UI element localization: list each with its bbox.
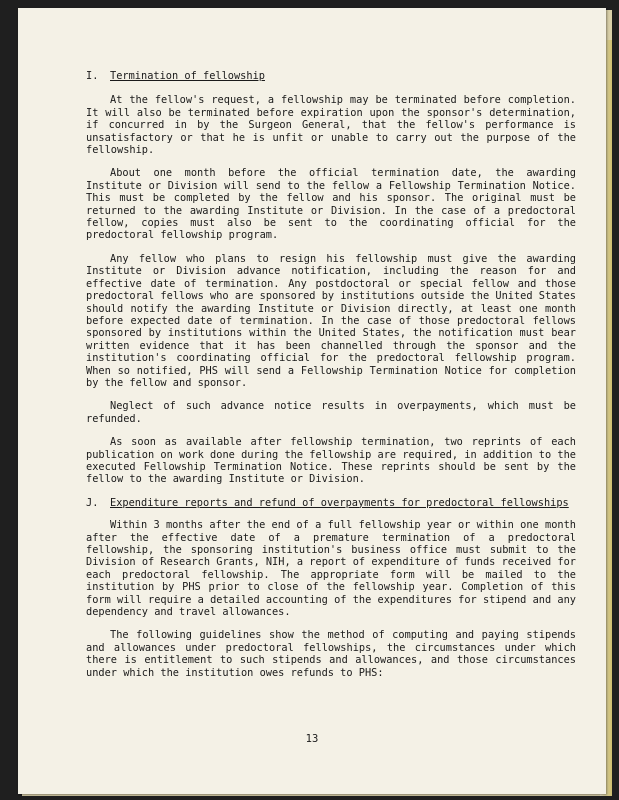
section-i-paragraph-3: Any fellow who plans to resign his fellowship must give the awarding Institute or Division advance notification, including the reason for and effective date of termination. Any postdoctoral or special fellow and those predoctoral fellows who are sponsored by institutions outside the United States should notify the awarding Institute or Division directly, at least one month before expected date of termination. In the case of those predoctoral fellows sponsored by institutions within the United States, the notification must bear written evidence that it has been channelled through the sponsor and the institution's coordinating official for the predoctoral fellowship program. When so notified, PHS will send a Fellowship Termination Notice for completion by the fellow and sponsor.	[86, 252, 576, 389]
document-page	[18, 8, 606, 794]
section-j-paragraph-2: The following guidelines show the method of computing and paying stipends and allowances under predoctoral fellowships, the circumstances under which there is entitlement to such stipends and allowances, and those circumstances under which the institution owes refunds to PHS:	[86, 629, 576, 679]
section-j-title: Expenditure reports and refund of overpayments for predoctoral fellowships	[110, 496, 569, 509]
section-i-paragraph-4: Neglect of such advance notice results in overpayments, which must be refunded.	[86, 400, 576, 425]
section-i-paragraph-5: As soon as available after fellowship termination, two reprints of each publication on work done during the fellowship are required, in addition to the executed Fellowship Termination Notice. These reprints should be sent by the fellow to the awarding Institute or Division.	[86, 436, 576, 486]
section-i-heading	[86, 70, 576, 82]
section-j-letter: J.	[86, 496, 99, 509]
section-i-letter: I.	[86, 70, 99, 82]
section-i-title: Termination of fellowship	[110, 70, 265, 82]
section-i-paragraph-1: At the fellow's request, a fellowship may be terminated before completion. It will also be terminated before expiration upon the sponsor's determination, if concurred in by the Surgeon General, that the fellow's performance is unsatisfactory or that he is unfit or unable to carry out the purpose of the fellowship.	[86, 94, 576, 157]
page-content	[86, 70, 576, 690]
section-j-heading	[86, 497, 576, 509]
section-j-paragraph-1: Within 3 months after the end of a full fellowship year or within one month after the effective date of a premature termination of a predoctoral fellowship, the sponsoring institution's business office must submit to the Division of Research Grants, NIH, a report of expenditure of funds received for each predoctoral fellowship. The appropriate form will be mailed to the institution by PHS prior to close of the fellowship year. Completion of this form will require a detailed accounting of the expenditures for stipend and any dependency and travel allowances.	[86, 519, 576, 619]
page-number: 13	[305, 733, 319, 745]
section-i-paragraph-2: About one month before the official termination date, the awarding Institute or Division will send to the fellow a Fellowship Termination Notice. This must be completed by the fellow and his sponsor. The original must be returned to the awarding Institute or Division. In the case of a predoctoral fellow, copies must also be sent to the coordinating official for the predoctoral fellowship program.	[86, 167, 576, 242]
